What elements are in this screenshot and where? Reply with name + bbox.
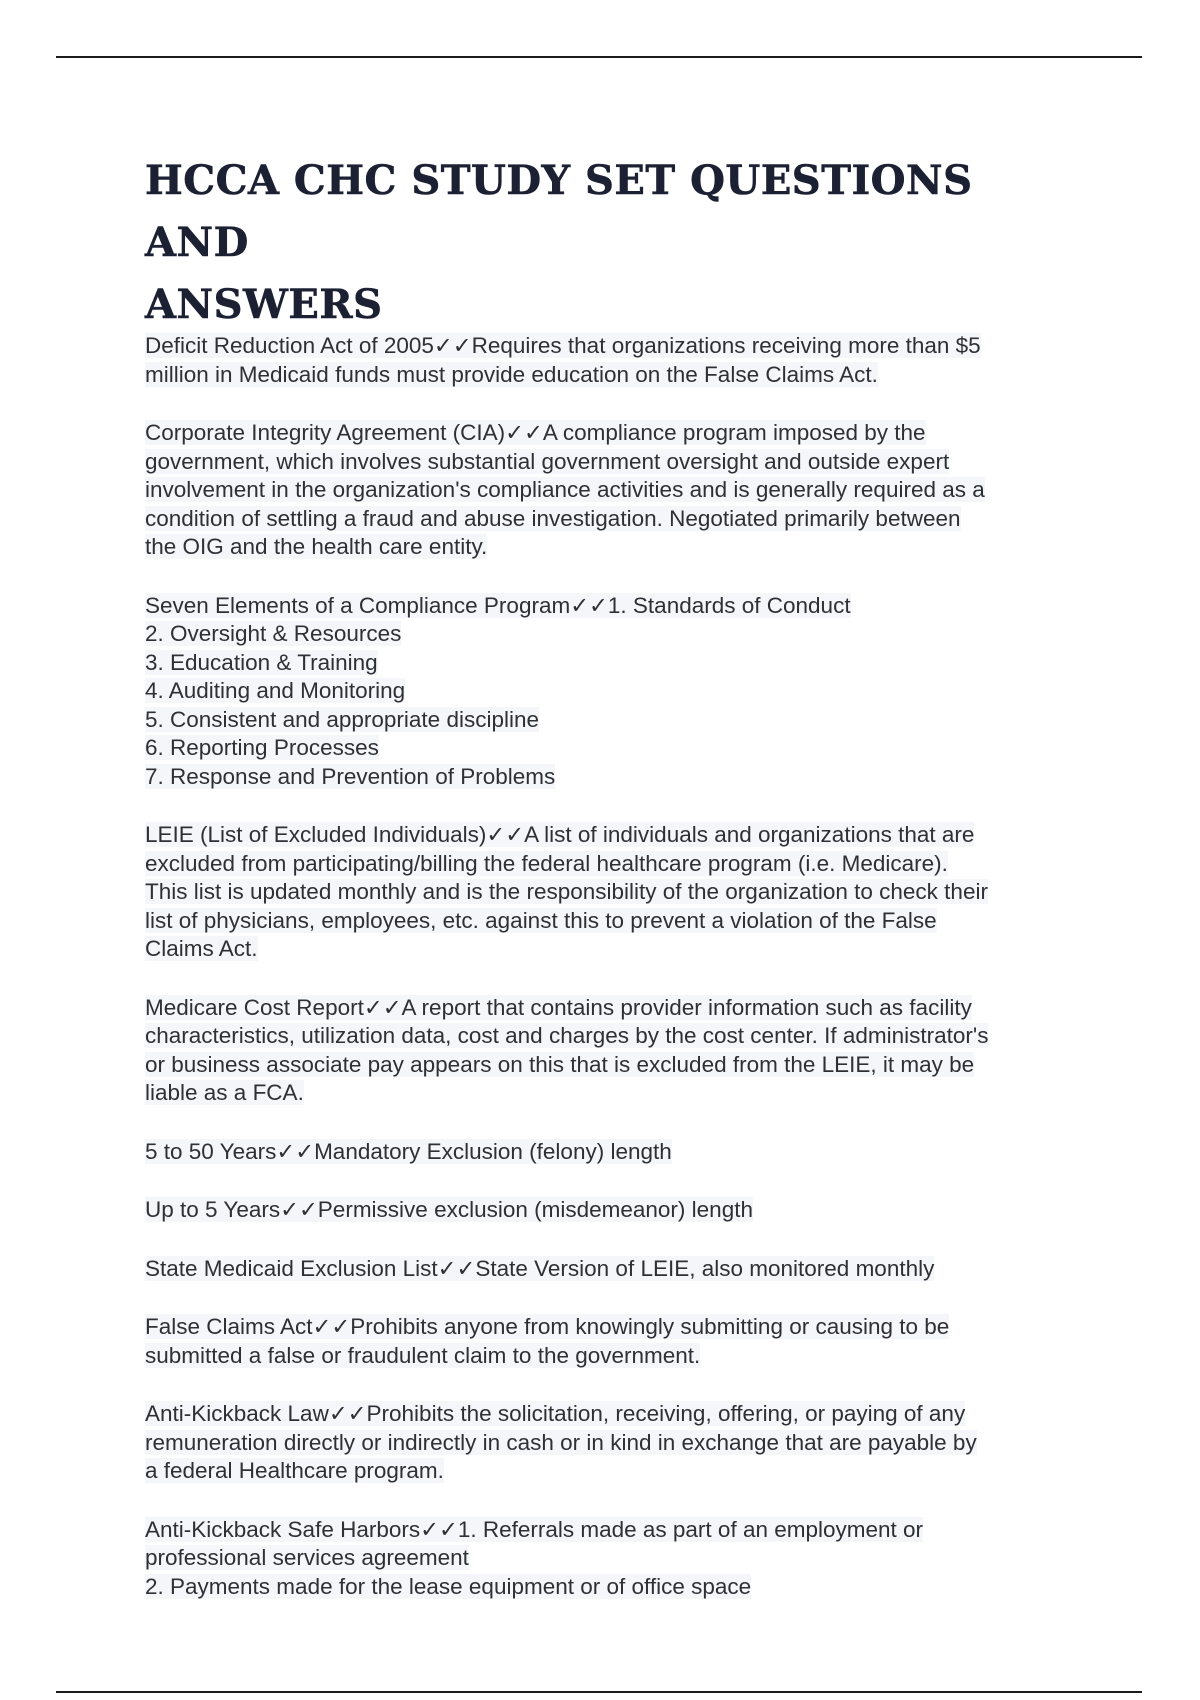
title-line-2: ANSWERS <box>145 281 383 328</box>
qa-entry-line <box>145 332 1075 361</box>
qa-entry <box>145 1196 1075 1225</box>
qa-entry-line <box>145 592 1075 621</box>
qa-entry-text: condition of settling a fraud and abuse investigation. Negotiated primarily between <box>145 505 961 531</box>
qa-entry-line <box>145 1313 1075 1342</box>
qa-entry-line <box>145 850 1075 879</box>
qa-entry-text: Anti-Kickback Safe Harbors✓✓1. Referrals made as part of an employment or <box>145 1516 924 1542</box>
qa-entry-line <box>145 1544 1075 1573</box>
qa-entry-text: 7. Response and Prevention of Problems <box>145 763 556 789</box>
qa-list <box>145 332 1075 1601</box>
qa-entry-text: Medicare Cost Report✓✓A report that contains provider information such as facility <box>145 994 972 1020</box>
qa-entry-line <box>145 476 1075 505</box>
qa-entry-line <box>145 1573 1075 1602</box>
qa-entry-line <box>145 1516 1075 1545</box>
qa-entry-text: excluded from participating/billing the federal healthcare program (i.e. Medicare). <box>145 850 948 876</box>
qa-entry-text: liable as a FCA. <box>145 1080 304 1105</box>
qa-entry-line <box>145 361 1075 390</box>
document-body <box>145 150 1075 1631</box>
qa-entry-line <box>145 1255 1075 1284</box>
qa-entry-text: professional services agreement <box>145 1545 469 1570</box>
qa-entry-text: 5 to 50 Years✓✓Mandatory Exclusion (felony) length <box>145 1138 672 1164</box>
qa-entry-text: This list is updated monthly and is the responsibility of the organization to check their <box>145 879 988 904</box>
qa-entry-text: LEIE (List of Excluded Individuals)✓✓A list of individuals and organizations that are <box>145 822 975 847</box>
qa-entry <box>145 592 1075 792</box>
qa-entry-text: a federal Healthcare program. <box>145 1458 444 1483</box>
qa-entry-line <box>145 505 1075 534</box>
top-rule <box>56 56 1142 58</box>
qa-entry-line <box>145 907 1075 936</box>
qa-entry-text: list of physicians, employees, etc. against this to prevent a violation of the False <box>145 907 937 933</box>
qa-entry-line <box>145 448 1075 477</box>
qa-entry-line <box>145 1051 1075 1080</box>
qa-entry <box>145 1313 1075 1370</box>
qa-entry-line <box>145 620 1075 649</box>
qa-entry-text: 4. Auditing and Monitoring <box>145 678 406 703</box>
qa-entry-text: the OIG and the health care entity. <box>145 534 488 559</box>
bottom-rule <box>56 1691 1142 1693</box>
qa-entry-text: government, which involves substantial government oversight and outside expert <box>145 448 950 474</box>
qa-entry-line <box>145 1196 1075 1225</box>
qa-entry-text: involvement in the organization's compliance activities and is generally required as a <box>145 477 985 502</box>
qa-entry-text: or business associate pay appears on this that is excluded from the LEIE, it may be <box>145 1051 975 1077</box>
qa-entry <box>145 1255 1075 1284</box>
qa-entry-line <box>145 994 1075 1023</box>
qa-entry-text: 6. Reporting Processes <box>145 735 379 760</box>
qa-entry <box>145 1400 1075 1486</box>
qa-entry-text: 3. Education & Training <box>145 649 378 675</box>
qa-entry-line <box>145 1457 1075 1486</box>
qa-entry-text: State Medicaid Exclusion List✓✓State Version of LEIE, also monitored monthly <box>145 1255 935 1281</box>
qa-entry-line <box>145 1429 1075 1458</box>
qa-entry-text: 2. Oversight & Resources <box>145 621 402 646</box>
qa-entry-text: 5. Consistent and appropriate discipline <box>145 706 539 732</box>
qa-entry-line <box>145 1342 1075 1371</box>
qa-entry <box>145 419 1075 562</box>
qa-entry-text: submitted a false or fraudulent claim to the government. <box>145 1342 701 1368</box>
qa-entry-line <box>145 878 1075 907</box>
qa-entry-line <box>145 935 1075 964</box>
qa-entry-line <box>145 533 1075 562</box>
title-line-1: HCCA CHC STUDY SET QUESTIONS AND <box>145 157 973 266</box>
qa-entry-text: Corporate Integrity Agreement (CIA)✓✓A compliance program imposed by the <box>145 420 926 445</box>
qa-entry-text: 2. Payments made for the lease equipment or of office space <box>145 1573 752 1599</box>
qa-entry-text: Deficit Reduction Act of 2005✓✓Requires that organizations receiving more than $5 <box>145 333 981 358</box>
page-title <box>145 150 1075 336</box>
qa-entry-line <box>145 734 1075 763</box>
qa-entry-text: Claims Act. <box>145 936 258 961</box>
qa-entry-line <box>145 419 1075 448</box>
qa-entry-text: characteristics, utilization data, cost and charges by the cost center. If administrator's <box>145 1023 989 1048</box>
qa-entry-line <box>145 706 1075 735</box>
qa-entry-line <box>145 763 1075 792</box>
qa-entry <box>145 994 1075 1108</box>
qa-entry-text: Anti-Kickback Law✓✓Prohibits the solicitation, receiving, offering, or paying of any <box>145 1401 966 1426</box>
qa-entry <box>145 1138 1075 1167</box>
qa-entry-text: Up to 5 Years✓✓Permissive exclusion (misdemeanor) length <box>145 1197 753 1222</box>
qa-entry <box>145 821 1075 964</box>
qa-entry <box>145 332 1075 389</box>
qa-entry-line <box>145 1400 1075 1429</box>
qa-entry-line <box>145 1022 1075 1051</box>
qa-entry-line <box>145 821 1075 850</box>
qa-entry-text: remuneration directly or indirectly in cash or in kind in exchange that are payable by <box>145 1429 977 1455</box>
qa-entry-line <box>145 649 1075 678</box>
qa-entry-text: Seven Elements of a Compliance Program✓✓1. Standards of Conduct <box>145 592 851 618</box>
qa-entry-text: million in Medicaid funds must provide education on the False Claims Act. <box>145 361 878 387</box>
qa-entry-line <box>145 677 1075 706</box>
qa-entry-line <box>145 1079 1075 1108</box>
qa-entry <box>145 1516 1075 1602</box>
qa-entry-text: False Claims Act✓✓Prohibits anyone from knowingly submitting or causing to be <box>145 1314 950 1339</box>
qa-entry-line <box>145 1138 1075 1167</box>
